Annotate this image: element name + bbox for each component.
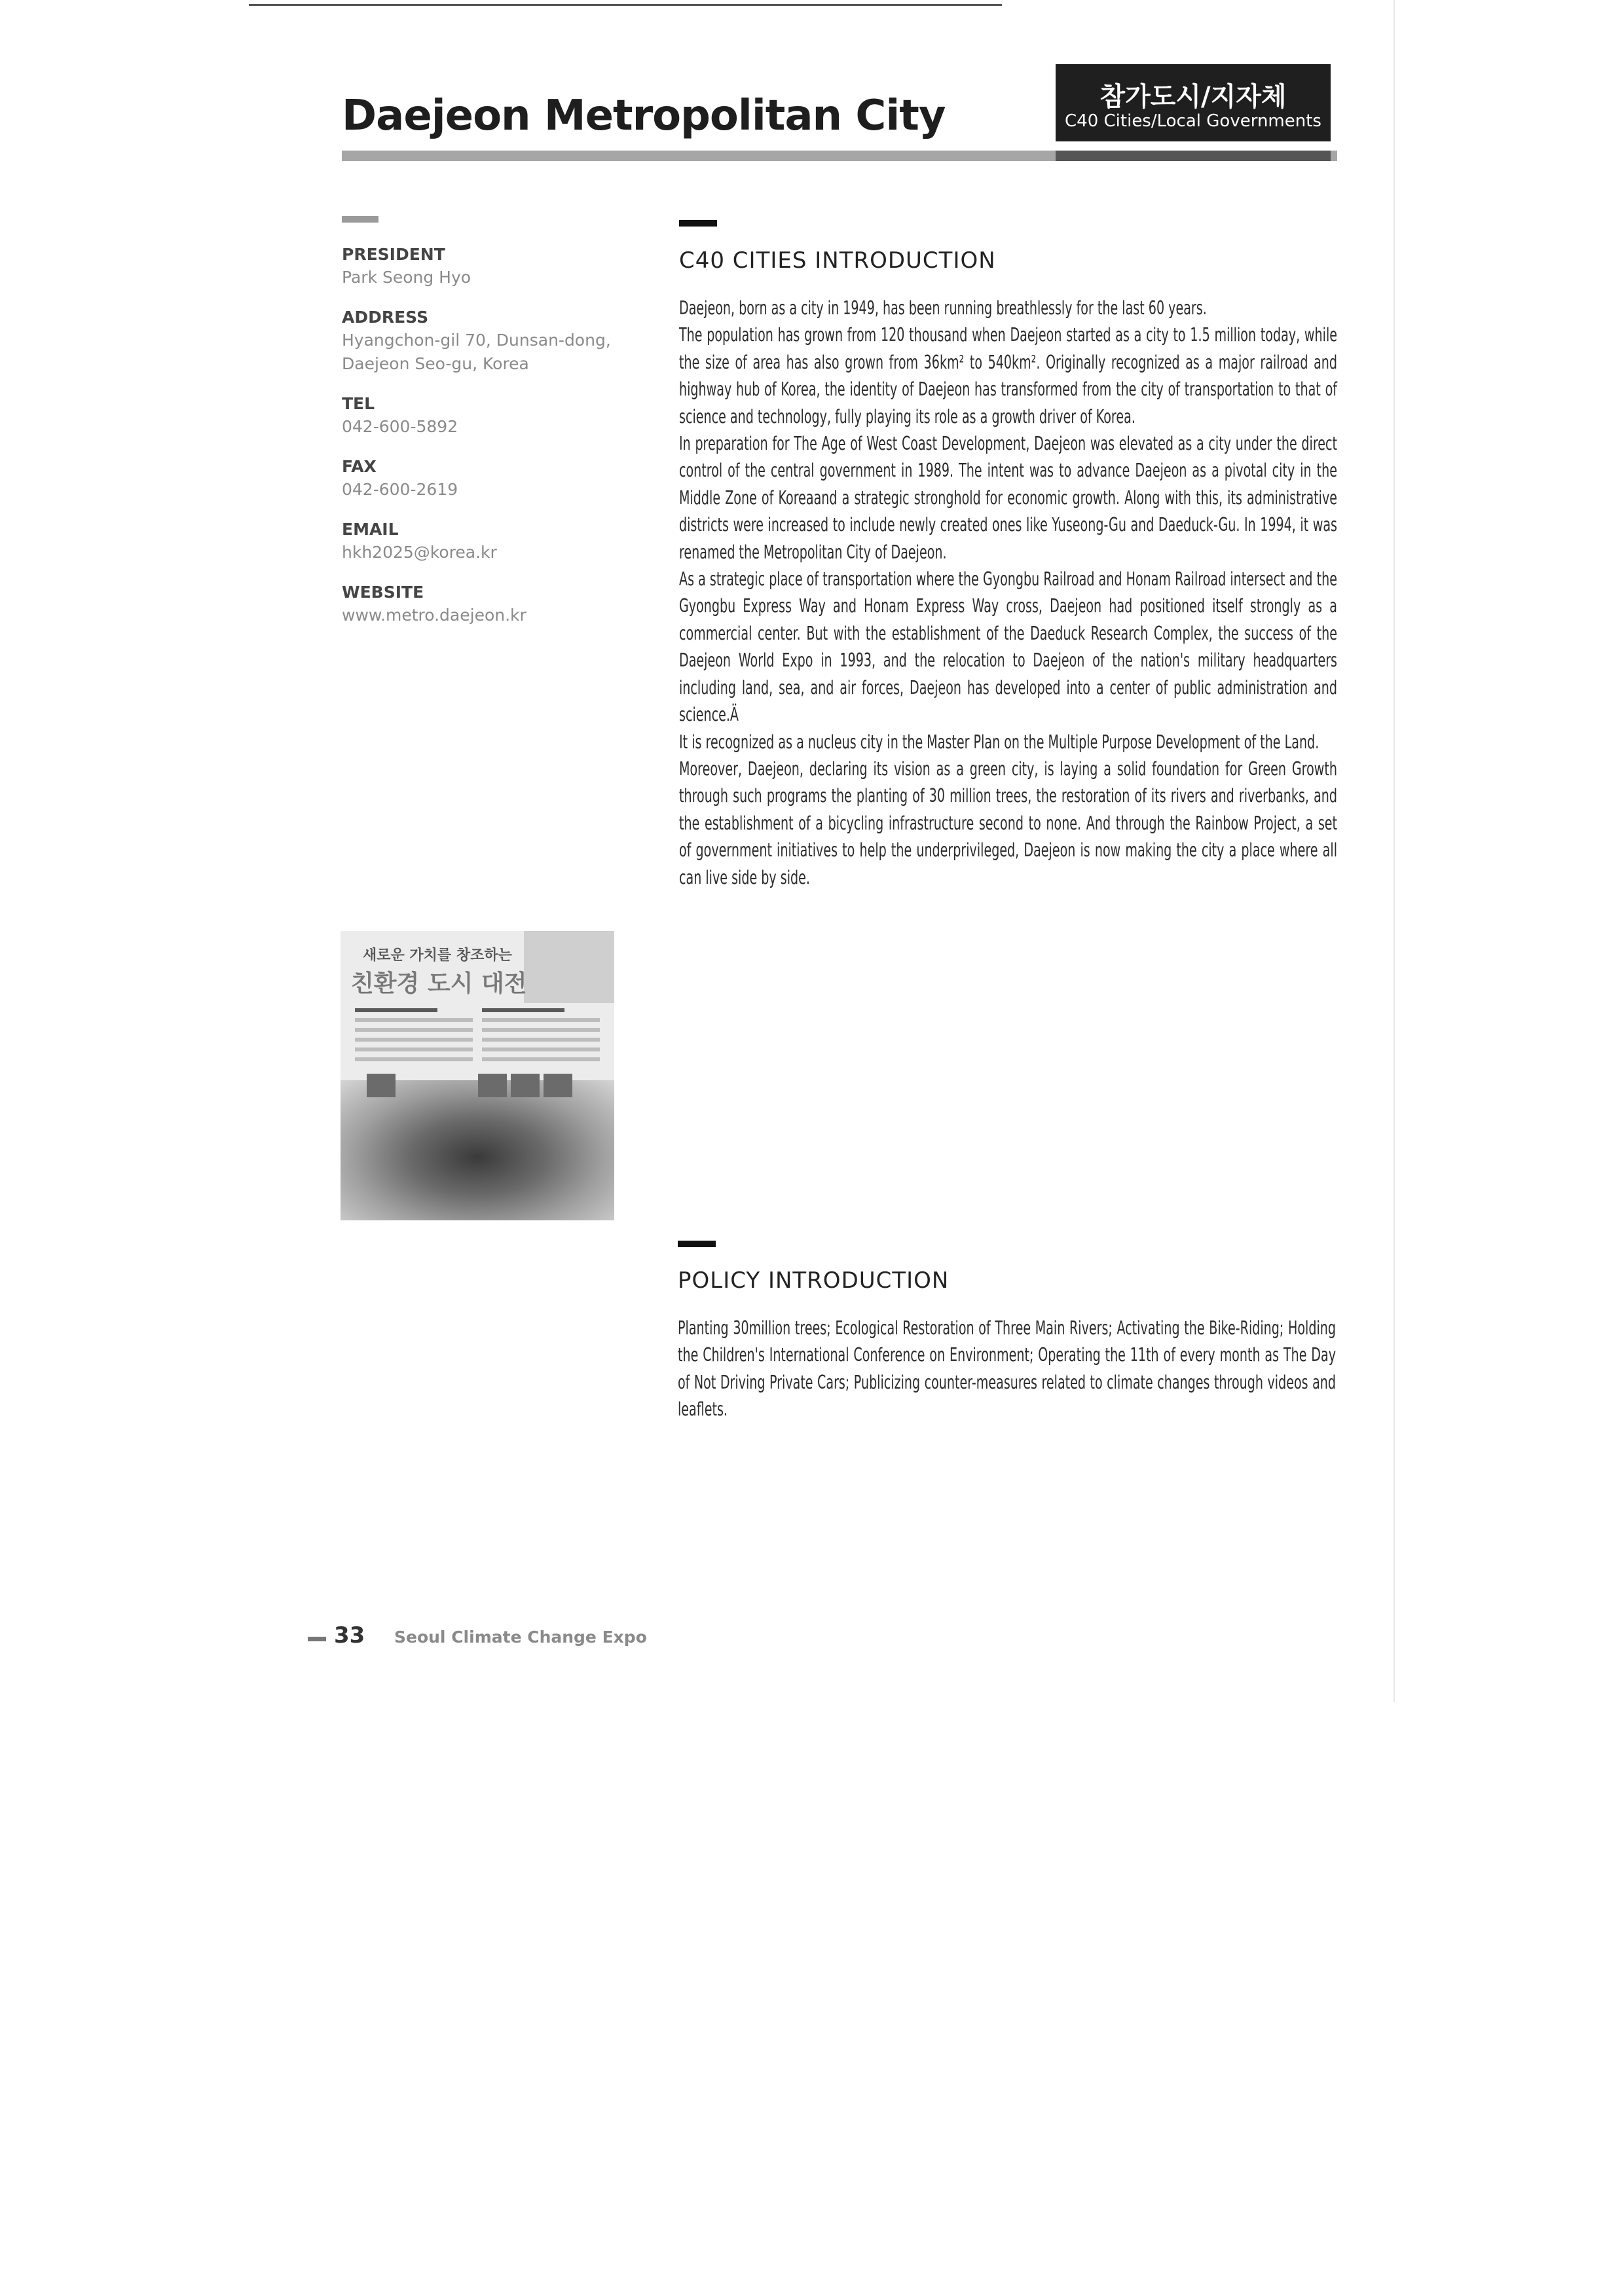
fax-label: FAX <box>342 457 377 476</box>
email-value: hkh2025@korea.kr <box>342 543 497 562</box>
address-label: ADDRESS <box>342 308 429 327</box>
website-block <box>342 581 617 627</box>
intro-section-marker <box>679 220 717 227</box>
scan-edge <box>1393 0 1395 1702</box>
email-block <box>342 519 617 564</box>
poster-lotus-photo <box>341 1080 614 1220</box>
policy-body <box>678 1315 1336 1423</box>
intro-paragraph: The population has grown from 120 thousand when Daejeon started as a city to 1.5 million today, while the size of area has also grown from 36km² to 540km². Originally recognized as a major railroad and highway hub of Korea, the identity of Daejeon has transformed from the city of transportation to that of science and technology, fully playing its role as a growth driver of Korea. <box>679 324 1337 428</box>
intro-paragraph: It is recognized as a nucleus city in the Master Plan on the Multiple Purpose Development of the Land. <box>679 731 1320 753</box>
category-korean: 참가도시/지자체 <box>1099 82 1287 112</box>
president-block <box>342 244 617 289</box>
address-block <box>342 306 617 376</box>
policy-heading: POLICY INTRODUCTION <box>678 1267 950 1294</box>
intro-body <box>679 295 1337 891</box>
website-value: www.metro.daejeon.kr <box>342 606 526 625</box>
poster-corner-block <box>524 931 614 1003</box>
publication-title: Seoul Climate Change Expo <box>394 1628 647 1647</box>
president-label: PRESIDENT <box>342 245 445 264</box>
category-english: C40 Cities/Local Governments <box>1065 111 1321 131</box>
email-label: EMAIL <box>342 520 399 539</box>
policy-text: Planting 30million trees; Ecological Restoration of Three Main Rivers; Activating the Bike-Riding; Holding the Children's International Conference on Environment; Operating the 11th of every month as The Day of Not Driving Private Cars; Publicizing counter-measures related to climate changes through videos and leaflets. <box>678 1317 1336 1421</box>
fax-block <box>342 456 617 501</box>
president-value: Park Seong Hyo <box>342 268 471 287</box>
intro-heading: C40 CITIES INTRODUCTION <box>679 247 996 274</box>
poster-title: 친환경 도시 대전 <box>351 970 527 997</box>
green-city-poster-image <box>341 931 614 1220</box>
poster-text-column-left <box>355 1008 473 1074</box>
fax-value: 042-600-2619 <box>342 480 458 499</box>
sidebar-marker <box>342 216 378 223</box>
address-line1: Hyangchon-gil 70, Dunsan-dong, <box>342 331 611 350</box>
page-number: 33 <box>334 1622 365 1649</box>
footer-dash <box>308 1637 326 1641</box>
contact-info <box>342 244 617 644</box>
address-line2: Daejeon Seo-gu, Korea <box>342 354 529 373</box>
tel-value: 042-600-5892 <box>342 417 458 436</box>
page-title: Daejeon Metropolitan City <box>342 92 946 140</box>
intro-paragraph: In preparation for The Age of West Coast Development, Daejeon was elevated as a city under the direct control of the central government in 1989. The intent was to advance Daejeon as a pivotal city in the Middle Zone of Koreaand a strategic stronghold for economic growth. Along with this, its administrative districts were increased to include newly created ones like Yuseong-Gu and Daeduck-Gu. In 1994, it was renamed the Metropolitan City of Daejeon. <box>679 433 1337 563</box>
category-underline <box>1056 151 1331 161</box>
tel-block <box>342 393 617 439</box>
intro-paragraph: Moreover, Daejeon, declaring its vision as a green city, is laying a solid foundation for Green Growth through such programs the planting of 30 million trees, the restoration of its rivers and riverbanks, and the establishment of a bicycling infrastructure second to none. And through the Rainbow Project, a set of government initiatives to help the underprivileged, Daejeon is now making the city a place where all can live side by side. <box>679 757 1337 888</box>
poster-text-column-right <box>482 1008 600 1074</box>
poster-subtitle: 새로운 가치를 창조하는 <box>363 947 512 964</box>
intro-paragraph: As a strategic place of transportation where the Gyongbu Railroad and Honam Railroad intersect and the Gyongbu Express Way and Honam Express Way cross, Daejeon had positioned itself strongly as a commercial center. But with the establishment of the Daeduck Research Complex, the success of the Daejeon World Expo in 1993, and the relocation to Daejeon of the nation's military headquarters including land, sea, and air forces, Daejeon has developed into a center of public administration and science.Ä <box>679 568 1337 726</box>
website-label: WEBSITE <box>342 583 424 602</box>
tel-label: TEL <box>342 394 375 413</box>
category-badge <box>1056 64 1331 141</box>
policy-section-marker <box>678 1241 716 1247</box>
intro-paragraph: Daejeon, born as a city in 1949, has been running breathlessly for the last 60 years. <box>679 297 1207 319</box>
poster-thumbnails <box>367 1074 602 1100</box>
top-rule <box>249 4 1002 6</box>
